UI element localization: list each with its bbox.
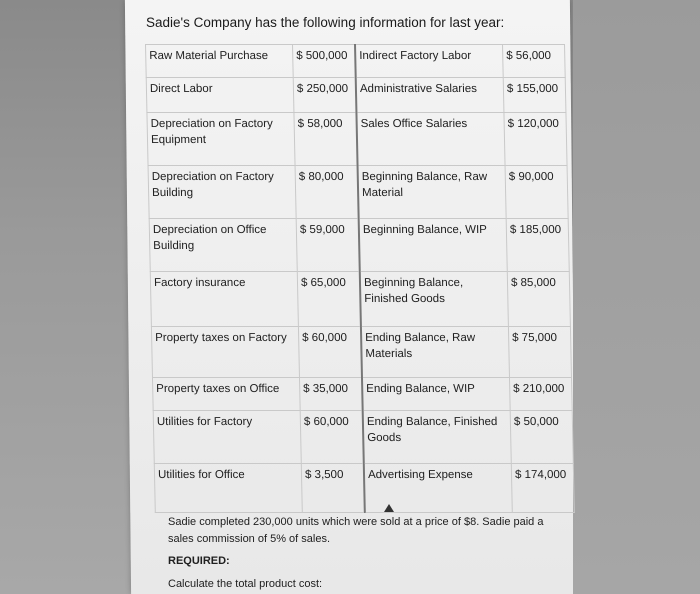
cost-amount: $ 174,000 (511, 464, 574, 513)
table-row (148, 166, 568, 219)
cost-label: Property taxes on Office (152, 378, 300, 411)
table-row (146, 78, 566, 113)
cost-amount: $ 500,000 (293, 45, 356, 78)
cost-label: Factory insurance (150, 272, 298, 327)
cost-amount: $ 65,000 (297, 272, 361, 327)
cost-label: Utilities for Factory (153, 411, 301, 464)
table-row (154, 464, 574, 513)
cost-amount: $ 60,000 (300, 411, 364, 464)
question-text: Calculate the total product cost: (168, 577, 323, 590)
cost-amount: $ 185,000 (506, 219, 569, 272)
table-row (151, 327, 571, 378)
cost-label: Ending Balance, Raw Materials (361, 327, 510, 378)
cost-label: Depreciation on Factory Equipment (147, 113, 295, 166)
cost-label: Raw Material Purchase (146, 45, 294, 78)
cost-amount: $ 250,000 (293, 78, 356, 113)
cost-amount: $ 56,000 (503, 45, 566, 78)
cost-label: Property taxes on Factory (151, 327, 299, 378)
table-row (149, 219, 569, 272)
cost-label: Beginning Balance, Finished Goods (360, 272, 509, 327)
required-heading: REQUIRED: (168, 555, 230, 567)
cost-label: Indirect Factory Labor (355, 45, 503, 78)
cost-amount: $ 50,000 (510, 411, 573, 464)
cost-label: Ending Balance, Finished Goods (363, 411, 512, 464)
cost-label: Beginning Balance, WIP (359, 219, 508, 272)
cost-amount: $ 210,000 (509, 378, 572, 411)
sales-note: Sadie completed 230,000 units which were sold at a price of $8. Sadie paid a sales commission of 5% of sales. (168, 516, 544, 545)
cost-amount: $ 90,000 (505, 166, 568, 219)
cost-label: Ending Balance, WIP (362, 378, 510, 411)
cost-label: Sales Office Salaries (356, 113, 505, 166)
cost-label: Depreciation on Office Building (149, 219, 297, 272)
mouse-cursor-icon (384, 504, 394, 512)
background-surface (573, 0, 700, 594)
table-row (147, 113, 567, 166)
cost-label: Administrative Salaries (356, 78, 504, 113)
cost-amount: $ 60,000 (298, 327, 362, 378)
cost-label: Utilities for Office (154, 464, 302, 513)
cost-amount: $ 58,000 (294, 113, 358, 166)
cost-label: Advertising Expense (364, 464, 513, 513)
table-row (152, 378, 572, 411)
cost-amount: $ 75,000 (508, 327, 571, 378)
cost-amount: $ 85,000 (507, 272, 570, 327)
table-row (146, 45, 566, 78)
cost-table (145, 44, 575, 513)
cost-amount: $ 80,000 (295, 166, 359, 219)
problem-notes (168, 514, 558, 592)
cost-amount: $ 3,500 (301, 464, 365, 513)
table-row (150, 272, 570, 327)
cost-amount: $ 120,000 (504, 113, 567, 166)
table-row (153, 411, 573, 464)
cost-amount: $ 35,000 (299, 378, 362, 411)
cost-amount: $ 59,000 (296, 219, 360, 272)
cost-label: Beginning Balance, Raw Material (358, 166, 507, 219)
cost-label: Direct Labor (146, 78, 294, 113)
page-title: Sadie's Company has the following information for last year: (146, 15, 505, 30)
cost-label: Depreciation on Factory Building (148, 166, 296, 219)
cost-amount: $ 155,000 (503, 78, 566, 113)
